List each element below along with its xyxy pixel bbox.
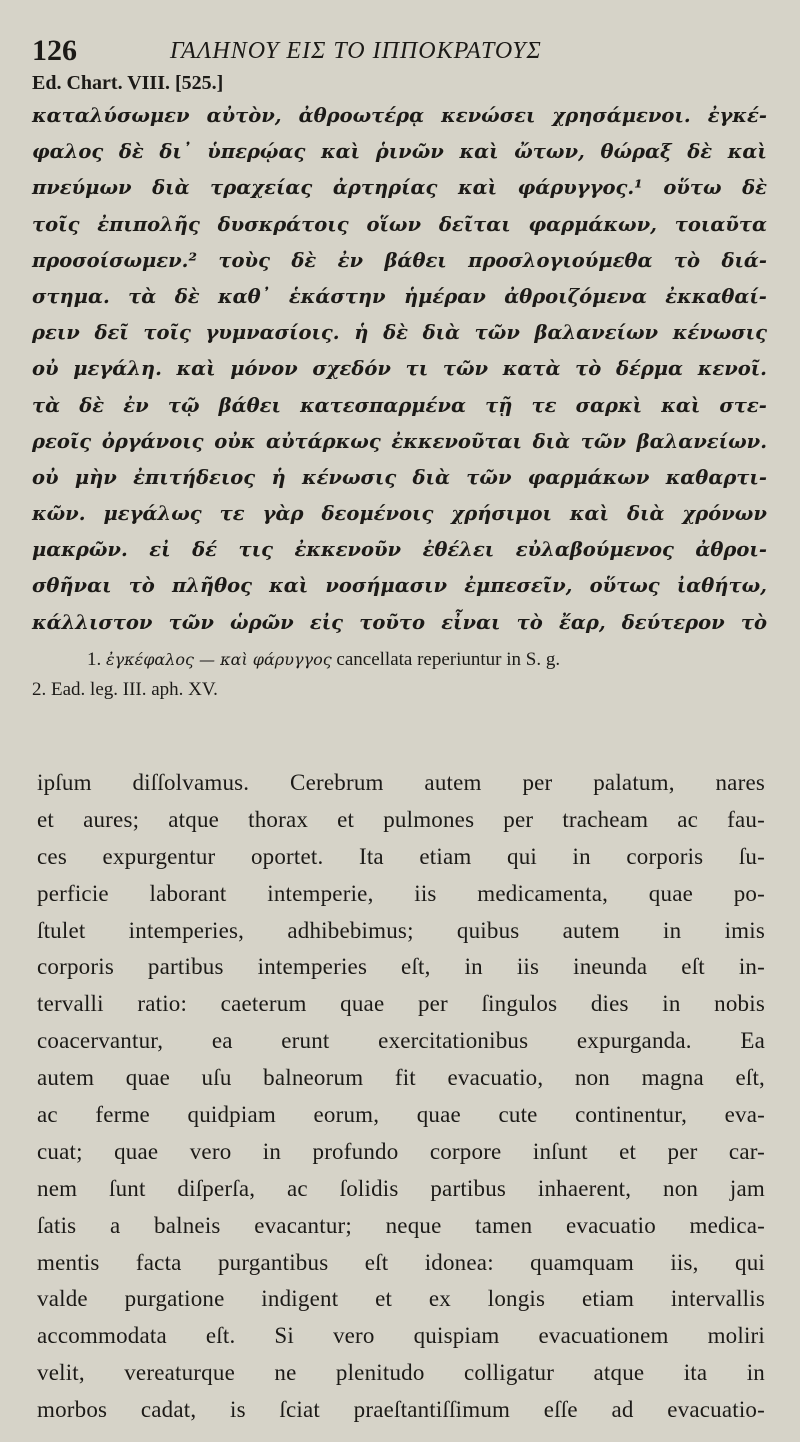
latin-line: ſatis a balneis evacantur; neque tamen evacuatio medica- — [37, 1212, 765, 1238]
latin-line: ſtulet intemperies, adhibebimus; quibus autem in imis — [37, 917, 765, 943]
greek-line: οὐ μεγάλη. καὶ μόνον σχεδόν τι τῶν κατὰ τὸ δέρμα κενοῖ. — [32, 357, 767, 381]
greek-line: σθῆναι τὸ πλῆθος καὶ νοσήμασιν ἐμπεσεῖν, οὕτως ἰαθήτω, — [32, 574, 767, 598]
running-title: ΓΑΛΗΝΟΥ ΕΙΣ ΤΟ ΙΠΠΟΚΡΑΤΟΥΣ — [170, 38, 542, 64]
latin-line: nem ſunt diſperſa, ac ſolidis partibus inhaerent, non jam — [37, 1175, 765, 1201]
footnote-1-greek: ἐγκέφαλος — καὶ φάρυγγος — [106, 650, 332, 669]
latin-line: ipſum diſſolvamus. Cerebrum autem per palatum, nares — [37, 770, 765, 795]
latin-line: autem quae uſu balneorum fit evacuatio, non magna eſt, — [37, 1065, 765, 1091]
latin-line: mentis facta purgantibus eſt idonea: quamquam iis, qui — [37, 1249, 765, 1275]
edition-reference: Ed. Chart. VIII. [525.] — [32, 72, 224, 94]
latin-line: ces expurgentur oportet. Ita etiam qui in corporis ſu- — [37, 843, 765, 869]
latin-line: tervalli ratio: caeterum quae per ſingulos dies in nobis — [37, 991, 765, 1017]
greek-text-block — [32, 98, 767, 641]
latin-line: velit, vereaturque ne plenitudo colligatur atque ita in — [37, 1360, 765, 1386]
greek-line: κάλλιστον τῶν ὡρῶν εἰς τοῦτο εἶναι τὸ ἔαρ, δεύτερον τὸ — [32, 610, 767, 634]
footnote-1-text: cancellata reperiuntur in S. g. — [336, 649, 561, 670]
page-number: 126 — [32, 34, 77, 67]
greek-line: μακρῶν. εἰ δέ τις ἐκκενοῦν ἐθέλει εὐλαβούμενος ἀθροι- — [32, 538, 767, 562]
latin-text-block — [37, 765, 765, 1429]
greek-line: προσοίσωμεν.² τοὺς δὲ ἐν βάθει προσλογιούμεθα τὸ διά- — [32, 248, 767, 272]
latin-line: valde purgatione indigent et ex longis etiam intervallis — [37, 1286, 765, 1312]
greek-line: τοῖς ἐπιπολῆς δυσκράτοις οἵων δεῖται φαρμάκων, τοιαῦτα — [32, 212, 767, 236]
greek-line: τὰ δὲ ἐν τῷ βάθει κατεσπαρμένα τῇ τε σαρκὶ καὶ στε- — [32, 393, 767, 417]
footnote-1 — [32, 645, 772, 675]
latin-line: cuat; quae vero in profundo corpore inſunt et per car- — [37, 1138, 765, 1164]
latin-line: et aures; atque thorax et pulmones per tracheam ac fau- — [37, 806, 765, 832]
page-header — [32, 28, 772, 70]
greek-line: πνεύμων διὰ τραχείας ἀρτηρίας καὶ φάρυγγος.¹ οὕτω δὲ — [32, 176, 767, 200]
greek-line: ρεοῖς ὀργάνοις οὐκ αὐτάρκως ἐκκενοῦται διὰ τῶν βαλανείων. — [32, 429, 767, 453]
footnote-2: 2. Ead. leg. III. aph. XV. — [32, 679, 218, 700]
latin-line: accommodata eſt. Si vero quispiam evacuationem moliri — [37, 1323, 765, 1349]
latin-line: coacervantur, ea erunt exercitationibus expurganda. Ea — [37, 1028, 765, 1054]
footnotes — [32, 645, 772, 705]
latin-line: corporis partibus intemperies eſt, in iis ineunda eſt in- — [37, 954, 765, 980]
footnote-1-number: 1. — [87, 649, 102, 670]
greek-line: οὐ μὴν ἐπιτήδειος ἡ κένωσις διὰ τῶν φαρμάκων καθαρτι- — [32, 465, 767, 489]
greek-line: καταλύσωμεν αὐτὸν, ἀθροωτέρᾳ κενώσει χρησάμενοι. ἐγκέ- — [32, 104, 767, 127]
latin-line: ac ferme quidpiam eorum, quae cute continentur, eva- — [37, 1102, 765, 1128]
latin-line: perficie laborant intemperie, iis medicamenta, quae po- — [37, 880, 765, 906]
greek-line: φαλος δὲ δι᾽ ὑπερῴας καὶ ῥινῶν καὶ ὤτων, θώραξ δὲ καὶ — [32, 140, 767, 164]
greek-line: κῶν. μεγάλως τε γὰρ δεομένοις χρήσιμοι καὶ διὰ χρόνων — [32, 502, 767, 526]
greek-line: ρειν δεῖ τοῖς γυμνασίοις. ἡ δὲ διὰ τῶν βαλανείων κένωσις — [32, 321, 767, 345]
greek-line: στημα. τὰ δὲ καθ᾽ ἑκάστην ἡμέραν ἀθροιζόμενα ἐκκαθαί- — [32, 284, 767, 308]
latin-line: morbos cadat, is ſciat praeſtantiſſimum eſſe ad evacuatio- — [37, 1397, 765, 1423]
